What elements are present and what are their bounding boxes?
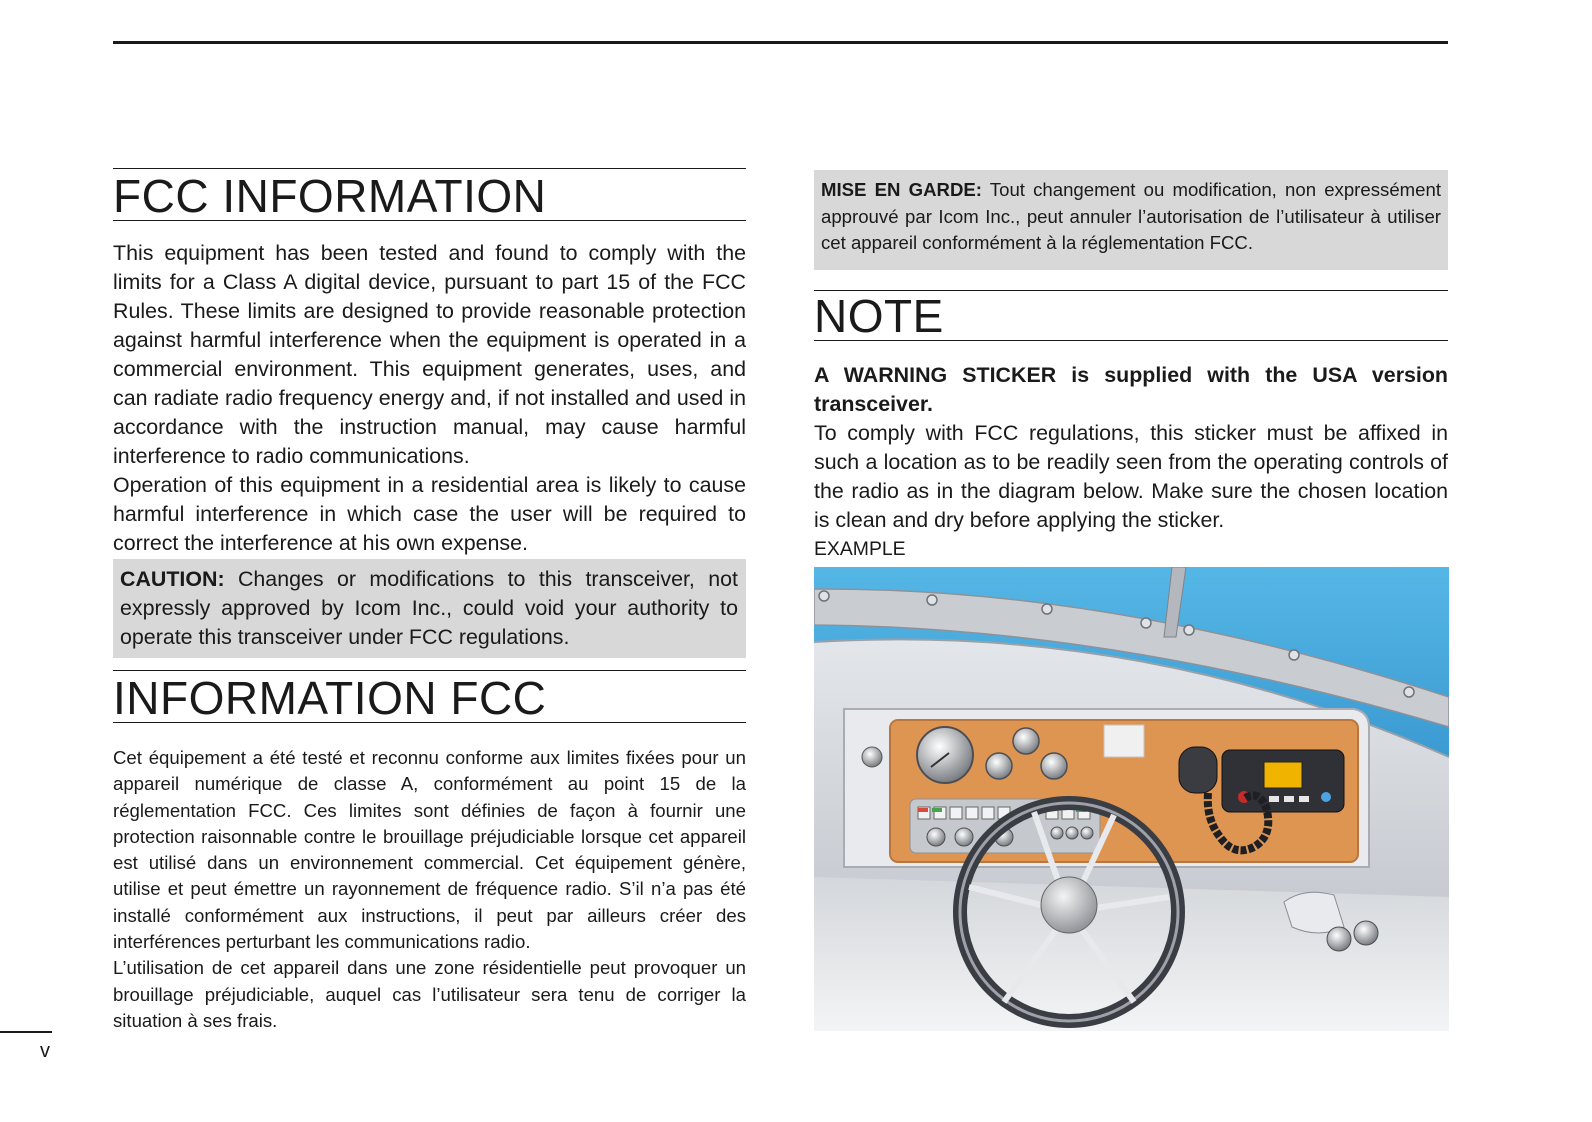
gauge-3 (1041, 753, 1067, 779)
right-column (814, 170, 1448, 563)
information-fcc-heading: INFORMATION FCC (113, 670, 746, 723)
note-body: To comply with FCC regulations, this sticker must be affixed in such a location as to be readily seen from the operating controls of the radio as in the diagram below. Make sure the chosen location is clean and dry before applying the sticker. (814, 420, 1448, 532)
note-heading: NOTE (814, 290, 1448, 341)
warning-sticker (1104, 725, 1144, 757)
page-number-rule (0, 1031, 52, 1033)
mise-en-garde-text: Tout changement ou modification, non expressément approuvé par Icom Inc., peut annuler l’autorisation de l’utilisateur à utiliser cet appareil conformément à la réglementation FCC. (821, 179, 1441, 254)
gauge-2 (986, 753, 1012, 779)
top-rule (113, 41, 1448, 44)
left-column (113, 168, 746, 1034)
caution-text: Changes or modifications to this transceiver, not expressly approved by Icom Inc., could void your authority to operate this transceiver under FCC regulations. (120, 567, 738, 649)
steering-wheel-hub (1041, 877, 1097, 933)
caution-box (113, 559, 746, 658)
gauge-1 (1013, 728, 1039, 754)
page-number: v (40, 1040, 50, 1062)
radio-microphone (1179, 747, 1217, 793)
caution-label: CAUTION: (120, 567, 225, 591)
caution-paragraph (120, 565, 738, 652)
fcc-information-heading: FCC INFORMATION (113, 168, 746, 221)
mise-en-garde-paragraph (821, 177, 1441, 257)
fcc-information-body-residential: Operation of this equipment in a residential area is likely to cause harmful interference in which case the user will be required to correct the interference at his own expense. (113, 473, 746, 555)
radio-display (1264, 762, 1302, 788)
boat-dashboard-svg (814, 567, 1449, 1031)
example-label: EXAMPLE (814, 537, 906, 560)
throttle-knob-2 (1354, 921, 1378, 945)
fcc-information-body: This equipment has been tested and found to comply with the limits for a Class A digital device, pursuant to part 15 of the FCC Rules. These limits are designed to provide reasonable protection against harmful interference when the equipment is operated in a commercial environment. This equipment generates, uses, and can radiate radio frequency energy and, if not installed and used in accordance with the instruction manual, may cause harmful interference to radio communications. (113, 241, 746, 468)
throttle-knob-1 (1327, 927, 1351, 951)
throttle-control (1284, 892, 1344, 933)
mise-en-garde-label: MISE EN GARDE: (821, 179, 982, 200)
small-gauge (862, 747, 882, 767)
information-fcc-body: Cet équipement a été testé et reconnu conforme aux limites fixées pour un appareil numérique de classe A, conformément au point 15 de la réglementation FCC. Ces limites sont définies de façon à fournir une protection raisonnable contre le brouillage préjudiciable lorsque cet appareil est utilisé dans un environnement commercial. Cet équipement génère, utilise et peut émettre un rayonnement de fréquence radio. S’il n’a pas été installé conformément aux instructions, il peut par ailleurs créer des interférences perturbant les communications radio. (113, 747, 746, 953)
boat-dashboard-illustration (814, 567, 1449, 1031)
information-fcc-body-residential: L’utilisation de cet appareil dans une zone résidentielle peut provoquer un brouillage préjudiciable, auquel cas l’utilisateur sera tenu de corriger la situation à ses frais. (113, 957, 746, 1031)
warning-sticker-statement: A WARNING STICKER is supplied with the USA version transceiver. (814, 362, 1448, 416)
mise-en-garde-box (814, 170, 1448, 270)
